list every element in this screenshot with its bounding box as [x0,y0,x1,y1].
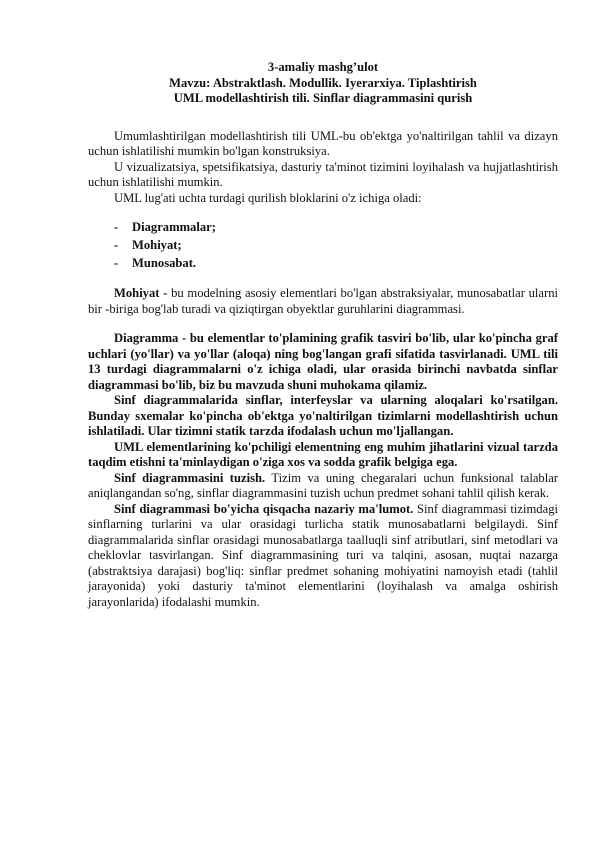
sinf-nazariy-term: Sinf diagrammasi bo'yicha qisqacha nazariy ma'lumot. [114,501,414,516]
list-item-label: Mohiyat; [132,238,182,252]
dash-marker: - [114,220,119,234]
title-line-2: Mavzu: Abstraktlash. Modullik. Iyerarxiya. Tiplashtirish [169,75,477,90]
intro-paragraph-3: UML lug'ati uchta turdagi qurilish bloklarini o'z ichiga oladi: [114,190,422,205]
sinf-diagrammalari-paragraph: Sinf diagrammalarida sinflar, interfeyslar va ularning aloqalari ko'rsatilgan. Bunday sxemalar ko'pincha ob'ektga yo'naltirilgan tizimlarni modellashtirish uchun ishlatiladi. Ular tizimni statik tarzda ifodalash uchun mo'ljallangan. [88,393,558,438]
dash-marker: - [114,238,119,252]
intro-paragraph-1: Umumlashtirilgan modellashtirish tili UML-bu ob'ektga yo'naltirilgan tahlil va dizayn uchun ishlatilishi mumkin bo'lgan konstruksiya. [88,128,558,158]
title-line-1: 3-amaliy mashg’ulot [267,60,379,74]
list-item-label: Diagrammalar; [132,220,216,234]
uml-elementlari-paragraph: UML elementlarining ko'pchiligi elementning eng muhim jihatlarini vizual tarzda taqdim etishni ta'minlaydigan o'ziga xos va sodda grafik belgiga ega. [88,439,558,469]
sinf-tuzish-text: Tizim va uning chegaralari uchun funksional talablar aniqlangandan so'ng, sinflar diagrammasini tuzish uchun predmet sohani tahlil qilish kerak. [88,470,558,500]
diagramma-paragraph: Diagramma - bu elementlar to'plamining grafik tasviri bo'lib, ular ko'pincha graf uchlari (yo'llar) va yo'llar (aloqa) ning bog'langan grafi sifatida tasvirlanadi. UML tili 13 turdagi diagrammalarni o'z ichiga oladi, ular orasida birinchi navbatda sinflar diagrammasi bo'lib, biz bu mavzuda shuni muhokama qilamiz. [88,331,558,392]
sinf-tuzish-paragraph [88,471,558,502]
intro-paragraph-2: U vizualizatsiya, spetsifikatsiya, dasturiy ta'minot tizimini loyihalash va hujjatlashtirish uchun ishlatilishi mumkin. [88,159,558,189]
sinf-nazariy-text: Sinf diagrammasi tizimdagi sinflarning turlarini va ular orasidagi turlicha statik munosabatlarni belgilaydi. Sinf diagrammalarida sinflar orasidagi munosabatlarga taalluqli sinf atributlari, sinf metodlari va cheklovlar tasvirlangan. Sinf diagrammasining turi va talqini, asosan, nuqtai nazarga (abstraktsiya darajasi) bog'liq: sinflar predmet sohaning mohiyatini namoyish etadi (tahlil jarayonida) yoki dasturiy ta'minot elementlarini (loyihalash va amalga oshirish jarayonlarida) ifodalashi mumkin. [88,501,558,609]
sinf-nazariy-paragraph [88,502,558,611]
document-page [88,60,558,610]
list-item-label: Munosabat. [132,256,197,270]
title-line-3: UML modellashtirish tili. Sinflar diagrammasini qurish [173,91,473,105]
dash-marker: - [114,256,119,270]
mohiyat-text: bu modelning asosiy elementlari bo'lgan abstraksiyalar, munosabatlar ularni bir -biriga bog'lab turadi va qiziqtirgan obyektlar guruhlarini diagrammasi. [88,286,558,316]
sinf-tuzish-term: Sinf diagrammasini tuzish. [114,470,266,485]
mohiyat-paragraph [88,286,558,317]
document-title [88,60,558,107]
list-item [114,218,558,236]
list-item [114,254,558,272]
mohiyat-term: Mohiyat - [114,286,168,300]
list-item [114,236,558,254]
building-blocks-list [88,218,558,272]
